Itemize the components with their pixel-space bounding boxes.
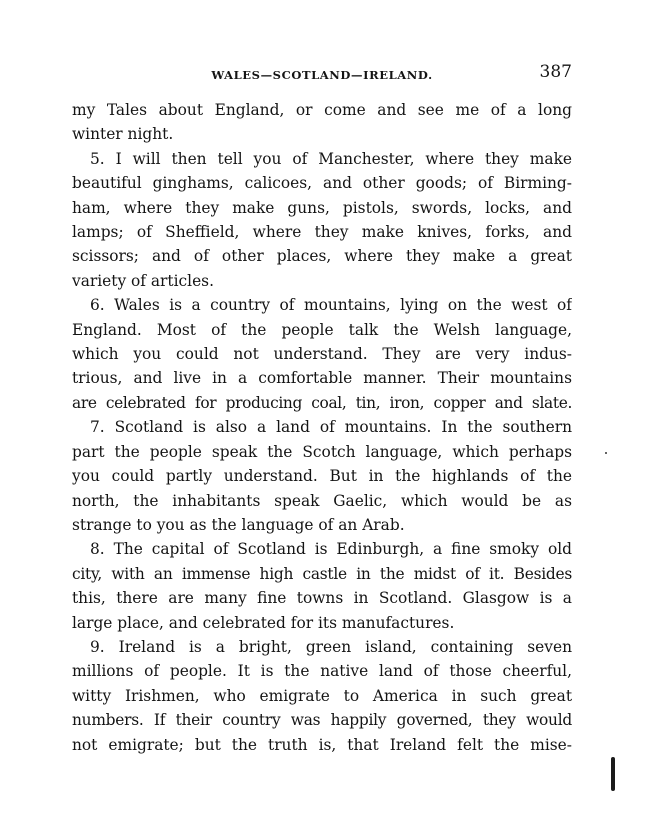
text-line: ham, where they make guns, pistols, swords, locks, and (72, 198, 572, 217)
text-line: scissors; and of other places, where they make a great (72, 247, 572, 266)
page-header (72, 62, 572, 86)
text-line: 9. Ireland is a bright, green island, containing seven (90, 637, 572, 656)
book-page (72, 62, 572, 757)
text-line: are celebrated for producing coal, tin, iron, copper and slate. (72, 393, 572, 412)
paragraph-5 (72, 147, 572, 293)
text-line: 7. Scotland is also a land of mountains. In the southern (90, 418, 572, 437)
paragraph-6 (72, 293, 572, 415)
text-line: part the people speak the Scotch language, which perhaps (72, 442, 572, 461)
running-title: WALES—SCOTLAND—IRELAND. (211, 68, 433, 82)
text-line: trious, and live in a comfortable manner. Their mountains (72, 369, 572, 388)
text-line: witty Irishmen, who emigrate to America in such great (72, 686, 572, 705)
text-line: this, there are many fine towns in Scotland. Glasgow is a (72, 589, 572, 608)
text-line: beautiful ginghams, calicoes, and other goods; of Birming- (72, 174, 572, 193)
page-number: 387 (539, 62, 572, 82)
text-line: large place, and celebrated for its manufactures. (72, 613, 455, 632)
text-line: lamps; of Sheffield, where they make knives, forks, and (72, 223, 572, 242)
body-text (72, 98, 572, 757)
text-line: not emigrate; but the truth is, that Ireland felt the mise- (72, 735, 572, 754)
text-line: north, the inhabitants speak Gaelic, which would be as (72, 491, 572, 510)
text-line: winter night. (72, 125, 174, 144)
text-line: strange to you as the language of an Arab. (72, 515, 405, 534)
text-line: 5. I will then tell you of Manchester, where they make (90, 149, 572, 168)
text-line: numbers. If their country was happily governed, they would (72, 711, 572, 730)
text-line: you could partly understand. But in the highlands of the (72, 467, 572, 486)
paragraph-7 (72, 415, 572, 537)
paragraph-continuation (72, 98, 572, 147)
paragraph-8 (72, 537, 572, 635)
text-line: which you could not understand. They are very indus- (72, 345, 572, 364)
text-line: 8. The capital of Scotland is Edinburgh, a fine smoky old (90, 540, 572, 559)
text-line: my Tales about England, or come and see me of a long (72, 101, 572, 119)
text-line: city, with an immense high castle in the midst of it. Besides (72, 564, 572, 583)
text-line: 6. Wales is a country of mountains, lying on the west of (90, 296, 572, 315)
text-line: England. Most of the people talk the Welsh language, (72, 320, 572, 339)
text-line: variety of articles. (72, 271, 214, 290)
paper-speck (605, 452, 607, 454)
page-edge-mark (611, 757, 615, 791)
text-line: millions of people. It is the native land of those cheerful, (72, 662, 572, 681)
paragraph-9 (72, 635, 572, 757)
